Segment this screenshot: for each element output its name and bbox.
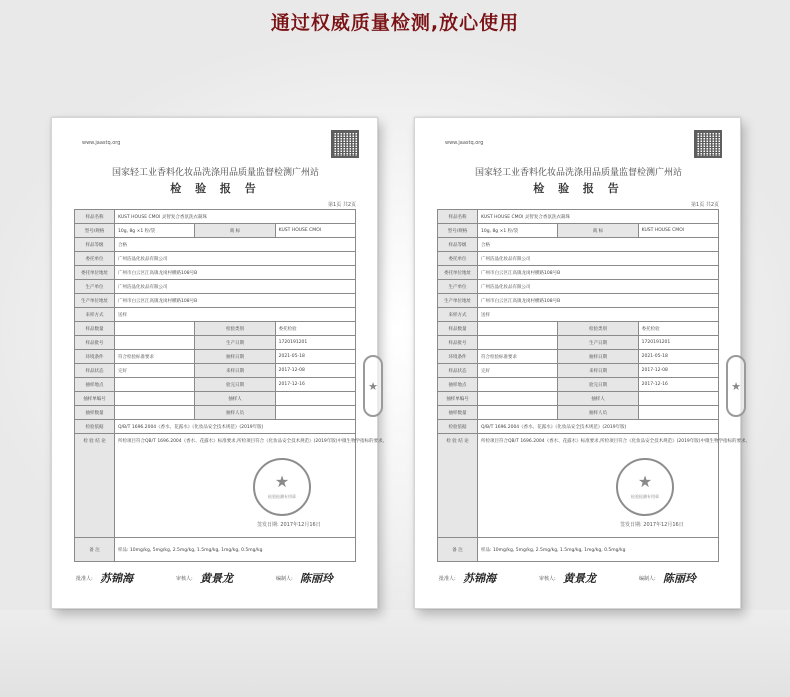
note-text: 样品: 10mg/kg, 5mg/kg, 2.5mg/kg, 1.5mg/kg, 1mg/kg, 0.5mg/kg [478,538,719,562]
qr-code-icon [331,130,359,158]
row-value: 广州洁晶化妆品有限公司 [478,280,719,294]
row-label-2: 抽样日期 [195,350,275,364]
row-value-2 [638,406,718,420]
report-org: 国家轻工业香料化妆品洗涤用品质量监督检测广州站 [474,168,682,178]
report-table [74,209,388,562]
table-row [75,420,356,434]
row-value: 送样 [478,308,719,322]
row-label: 抽样地点 [75,378,115,392]
row-label: 抽样地点 [438,378,478,392]
table-row [438,420,719,434]
row-value: 广州市白云区江高镇龙岗村横路108号B [115,294,356,308]
row-label: 型号/规格 [438,224,478,238]
star-icon: ★ [731,379,741,393]
row-value-2: 委托检验 [275,322,355,336]
report-url: www.jaastq.org [445,140,484,146]
approver-signature: 苏锦海 [100,572,133,585]
row-label: 抽样数量 [75,406,115,420]
row-value: 广州市白云区江高镇龙岗村横路108号B [478,294,719,308]
row-label: 来样方式 [438,308,478,322]
table-row [75,294,356,308]
table-row [75,252,356,266]
note-label: 备 注 [75,538,115,562]
row-value: 合格 [478,238,719,252]
reviewer-label: 审核人: [539,576,556,582]
table-row [438,280,719,294]
table-row [438,210,719,224]
table-row [75,266,356,280]
row-value [115,406,195,420]
row-value: 完好 [115,364,195,378]
row-value-2: 2021-05-18 [275,350,355,364]
row-label: 样品状态 [75,364,115,378]
conclusion-text: 所检项目符合QB/T 1696.2004《香水、花露水》标准要求,所检项目符合《化妆品安全技术规范》(2019年版)中微生物学指标的要求。 [115,434,356,538]
row-value [115,378,195,392]
report-org: 国家轻工业香料化妆品洗涤用品质量监督检测广州站 [111,168,319,178]
row-value [115,392,195,406]
editor-signature: 陈丽玲 [663,572,696,585]
editor-signature: 陈丽玲 [300,572,333,585]
note-row [75,538,356,562]
table-row [75,378,356,392]
sign-date: 签发日期: 2017年12月16日 [620,522,684,528]
row-value [478,378,558,392]
row-label-2: 生产日期 [195,336,275,350]
signature-row [76,570,358,586]
report-meta [82,140,352,150]
row-value: 广州洁晶化妆品有限公司 [115,280,356,294]
row-label: 委托单位 [438,252,478,266]
row-label: 样品状态 [438,364,478,378]
row-value: Q/B/T 1696.2004《香水、花露水》《化妆品安全技术规范》(2019年版) [478,420,719,434]
row-label-2: 验完日期 [195,378,275,392]
row-value-2: 1720191201 [638,336,718,350]
row-label: 样品名称 [438,210,478,224]
row-label-2: 检验类别 [558,322,638,336]
table-row [438,336,719,350]
reviewer-signature: 黄景龙 [200,572,233,585]
row-label: 抽样单编号 [438,392,478,406]
row-label: 来样方式 [75,308,115,322]
report-table [437,209,751,562]
editor-label: 编制人: [639,576,656,582]
note-label: 备 注 [438,538,478,562]
row-label: 样品等级 [75,238,115,252]
side-seal [363,355,383,417]
report-rows [75,210,388,562]
row-value: 广州洁晶化妆品有限公司 [115,252,356,266]
conclusion-text: 所检项目符合QB/T 1696.2004《香水、花露水》标准要求,所检项目符合《化妆品安全技术规范》(2019年版)中微生物学指标的要求。 [478,434,719,538]
table-row [438,392,719,406]
report-title: 检 验 报 告 [170,182,261,195]
table-row [438,252,719,266]
table-row [438,322,719,336]
table-row [438,350,719,364]
row-value-2 [275,406,355,420]
row-value [478,336,558,350]
row-value [115,336,195,350]
reviewer-label: 审核人: [176,576,193,582]
row-value: 10g, 8g ×1 粒/袋 [478,224,558,238]
row-value: 送样 [115,308,356,322]
table-row [75,364,356,378]
report-sheet-right [414,117,751,609]
page-number: 第1页 共2页 [691,202,719,208]
table-row [438,294,719,308]
row-value-2: KUST HOUSE CMOI [638,224,718,238]
table-row [438,378,719,392]
stamp-text: 检验检测专用章 [268,494,296,499]
row-label-2: 检验类别 [195,322,275,336]
conclusion-label: 检 验 结 论 [438,434,478,538]
table-row [438,238,719,252]
row-value: 符合检验标准要求 [115,350,195,364]
row-label: 型号/规格 [75,224,115,238]
row-value-2: 2017-12-16 [638,378,718,392]
report-rows [438,210,751,562]
table-row [75,350,356,364]
row-label: 样品等级 [438,238,478,252]
row-value-2: 2021-05-18 [638,350,718,364]
table-row [75,280,356,294]
report-url: www.jaastq.org [82,140,121,146]
star-icon: ★ [637,472,653,491]
row-value: 10g, 8g ×1 粒/袋 [115,224,195,238]
table-row [75,322,356,336]
row-value: 广州市白云区江高镇龙岗村横路108号B [478,266,719,280]
row-value-2: 1720191201 [275,336,355,350]
row-value [478,406,558,420]
row-value [478,322,558,336]
row-label: 样品批号 [75,336,115,350]
approver-signature: 苏锦海 [463,572,496,585]
side-seal [726,355,746,417]
row-label: 检验依据 [438,420,478,434]
approver-label: 批准人: [76,576,93,582]
table-row [75,336,356,350]
stamp-text: 检验检测专用章 [631,494,659,499]
row-value: 合格 [115,238,356,252]
table-row [438,406,719,420]
page-number: 第1页 共2页 [328,202,356,208]
table-row [75,406,356,420]
sign-date: 签发日期: 2017年12月16日 [257,522,321,528]
row-label-2: 抽样人 [558,392,638,406]
table-row [438,224,719,238]
row-value-2: KUST HOUSE CMOI [275,224,355,238]
row-label-2: 抽样人员 [558,406,638,420]
note-row [438,538,719,562]
row-label: 生产单位地址 [75,294,115,308]
row-value: 广州市白云区江高镇龙岗村横路108号B [115,266,356,280]
row-value: 广州洁晶化妆品有限公司 [478,252,719,266]
row-value [478,392,558,406]
row-value: KUST HOUSE CMOI 灵智复合香氛洗衣凝珠 [115,210,356,224]
row-label-2: 验完日期 [558,378,638,392]
signature-row [439,570,721,586]
row-label-2: 生产日期 [558,336,638,350]
report-title: 检 验 报 告 [533,182,624,195]
reviewer-signature: 黄景龙 [563,572,596,585]
row-label: 抽样单编号 [75,392,115,406]
row-label-2: 来样日期 [195,364,275,378]
approver-label: 批准人: [439,576,456,582]
row-label-2: 商 标 [195,224,275,238]
row-label: 检验依据 [75,420,115,434]
conclusion-label: 检 验 结 论 [75,434,115,538]
row-value-2: 委托检验 [638,322,718,336]
table-row [75,308,356,322]
row-label: 委托单位地址 [75,266,115,280]
row-value-2: 2017-12-16 [275,378,355,392]
row-label: 生产单位地址 [438,294,478,308]
row-label: 样品名称 [75,210,115,224]
row-label: 样品数量 [75,322,115,336]
row-value: Q/B/T 1696.2004《香水、花露水》《化妆品安全技术规范》(2019年版) [115,420,356,434]
row-value: 完好 [478,364,558,378]
row-label: 委托单位 [75,252,115,266]
row-value: 符合检验标准要求 [478,350,558,364]
row-label-2: 抽样人 [195,392,275,406]
row-value-2: 2017-12-08 [275,364,355,378]
row-label: 生产单位 [438,280,478,294]
floor-shadow [0,610,790,697]
row-label-2: 抽样人员 [195,406,275,420]
row-value: KUST HOUSE CMOI 灵智复合香氛洗衣凝珠 [478,210,719,224]
report-meta [445,140,715,150]
row-label-2: 商 标 [558,224,638,238]
row-value-2 [638,392,718,406]
editor-label: 编制人: [276,576,293,582]
report-sheet-left [51,117,388,609]
table-row [75,238,356,252]
headline: 通过权威质量检测,放心使用 [270,12,520,34]
star-icon: ★ [274,472,290,491]
qr-code-icon [694,130,722,158]
row-label: 环境条件 [438,350,478,364]
table-row [438,266,719,280]
row-label: 委托单位地址 [438,266,478,280]
table-row [438,364,719,378]
row-value-2 [275,392,355,406]
row-label: 样品数量 [438,322,478,336]
note-text: 样品: 10mg/kg, 5mg/kg, 2.5mg/kg, 1.5mg/kg, 1mg/kg, 0.5mg/kg [115,538,356,562]
table-row [75,224,356,238]
row-label: 生产单位 [75,280,115,294]
row-value [115,322,195,336]
row-label-2: 抽样日期 [558,350,638,364]
row-label: 抽样数量 [438,406,478,420]
row-value-2: 2017-12-08 [638,364,718,378]
table-row [75,210,356,224]
table-row [438,308,719,322]
table-row [75,392,356,406]
row-label: 环境条件 [75,350,115,364]
star-icon: ★ [368,379,378,393]
official-stamp [253,458,311,516]
row-label: 样品批号 [438,336,478,350]
official-stamp [616,458,674,516]
row-label-2: 来样日期 [558,364,638,378]
